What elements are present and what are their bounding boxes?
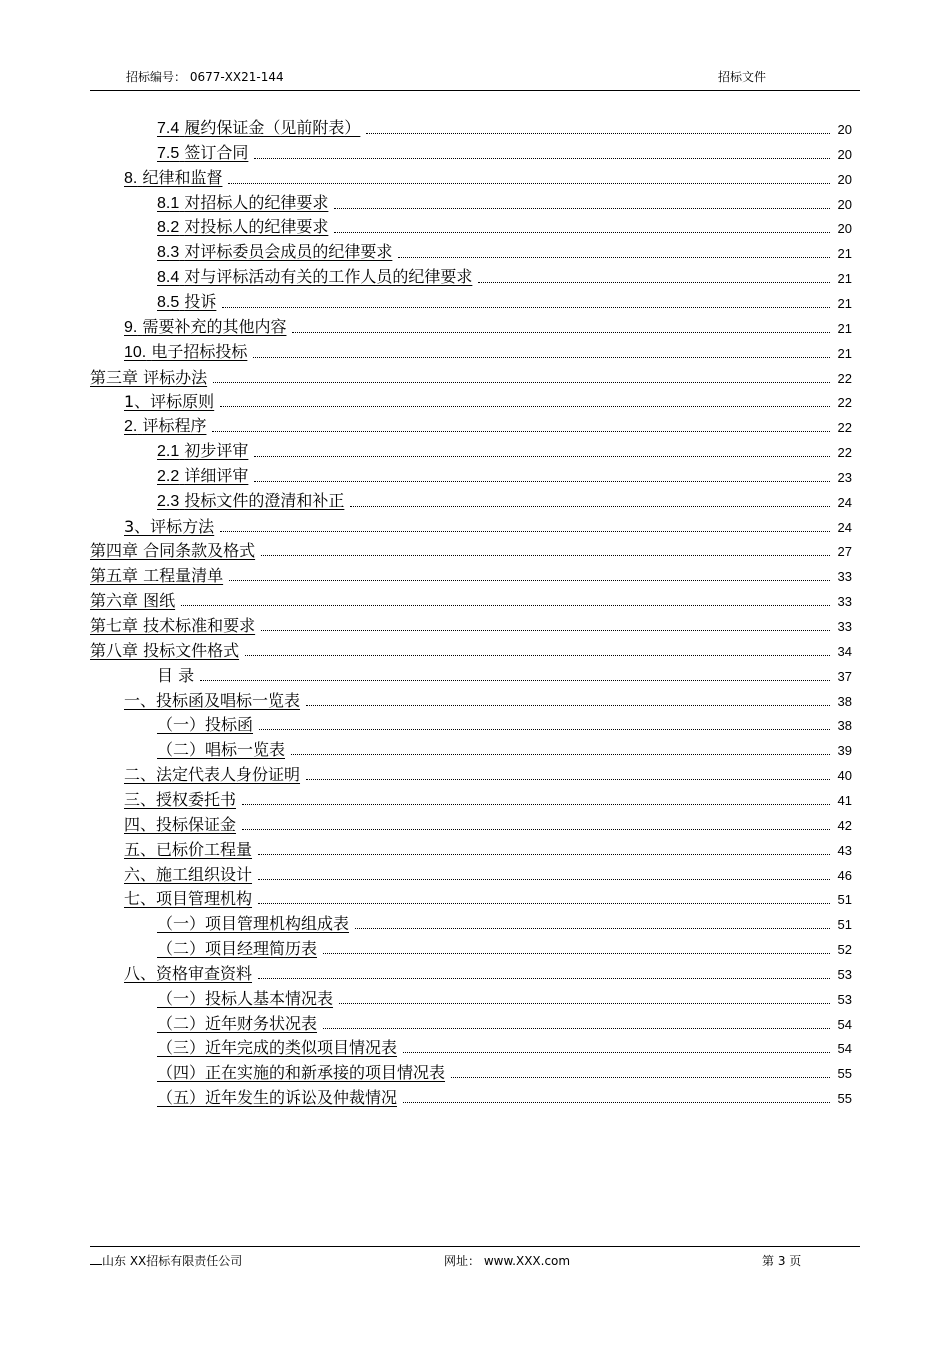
- toc-entry-title[interactable]: [124, 964, 252, 984]
- toc-page-number: 20: [837, 172, 852, 187]
- dot-leader: [200, 680, 830, 681]
- dot-leader: [254, 456, 830, 457]
- toc-entry[interactable]: [157, 1036, 852, 1058]
- toc-entry-text: 需要补充的其他内容: [142, 317, 287, 336]
- dot-leader: [261, 630, 830, 631]
- toc-entry[interactable]: [124, 838, 852, 860]
- toc-entry-title[interactable]: [90, 591, 175, 611]
- toc-entry-text: 一、投标函及唱标一览表: [124, 691, 301, 710]
- toc-entry-title[interactable]: [90, 368, 207, 388]
- toc-page-number: 22: [837, 445, 852, 460]
- toc-entry[interactable]: [124, 962, 852, 984]
- toc-entry-title[interactable]: [90, 566, 223, 586]
- dot-leader: [478, 282, 830, 283]
- dot-leader: [220, 531, 830, 532]
- dot-leader: [366, 133, 830, 134]
- toc-page-number: 22: [837, 420, 852, 435]
- toc-entry-number: 7.5: [157, 145, 180, 162]
- toc-page-number: 24: [837, 495, 852, 510]
- toc-entry-title[interactable]: [90, 616, 255, 636]
- toc-entry[interactable]: [157, 1012, 852, 1034]
- toc-page-number: 33: [837, 569, 852, 584]
- toc-entry-text: 八、资格审查资料: [124, 964, 253, 983]
- toc-entry-number: 8.2: [157, 219, 180, 236]
- toc-entry-title[interactable]: [124, 168, 222, 189]
- toc-entry-title[interactable]: [124, 790, 236, 810]
- toc-entry-number: 7.4: [157, 120, 180, 137]
- toc-entry-text: 初步评审: [184, 441, 249, 460]
- toc-page-number: 21: [837, 246, 852, 261]
- toc-entry[interactable]: [157, 117, 852, 139]
- toc-entry[interactable]: [124, 788, 852, 810]
- toc-entry-title[interactable]: [124, 342, 247, 363]
- dot-leader: [334, 208, 830, 209]
- dot-leader: [253, 357, 830, 358]
- dot-leader: [254, 158, 830, 159]
- dot-leader: [323, 953, 830, 954]
- toc-entry-text: 七、项目管理机构: [124, 889, 253, 908]
- toc-entry-text: （四）正在实施的和新承接的项目情况表: [157, 1063, 446, 1082]
- dot-leader: [323, 1028, 830, 1029]
- dot-leader: [220, 406, 830, 407]
- toc-entry-title[interactable]: [157, 143, 248, 164]
- toc-page-number: 33: [837, 619, 852, 634]
- toc-entry[interactable]: [157, 241, 852, 263]
- toc-entry-text: 三、授权委托书: [124, 790, 237, 809]
- toc-entry-title[interactable]: [124, 840, 252, 860]
- toc-page-number: 20: [837, 147, 852, 162]
- toc-page-number: 52: [837, 942, 852, 957]
- toc-entry-text: 第七章 技术标准和要求: [90, 616, 256, 635]
- toc-page-number: 53: [837, 967, 852, 982]
- toc-entry-text: 评标程序: [142, 416, 207, 435]
- toc-entry[interactable]: [157, 912, 852, 934]
- toc-entry-text: （二）项目经理简历表: [157, 939, 318, 958]
- toc-entry[interactable]: [157, 987, 852, 1009]
- footer-website: 网址： www.XXX.com: [444, 1254, 571, 1268]
- toc-page-number: 55: [837, 1091, 852, 1106]
- toc-entry[interactable]: [90, 614, 852, 636]
- toc-entry-text: 履约保证金（见前附表）: [184, 118, 361, 137]
- toc-entry[interactable]: [157, 937, 852, 959]
- toc-entry-number: 9.: [124, 319, 138, 336]
- dot-leader: [355, 928, 830, 929]
- toc-entry-number: 8.3: [157, 244, 180, 261]
- toc-entry[interactable]: [124, 813, 852, 835]
- dot-leader: [242, 829, 830, 830]
- toc-entry-title[interactable]: [124, 517, 214, 537]
- toc-entry-title[interactable]: [157, 441, 248, 462]
- toc-page-number: 46: [837, 868, 852, 883]
- toc-entry[interactable]: [90, 539, 852, 561]
- toc-entry-title[interactable]: [157, 715, 253, 735]
- toc-entry-title[interactable]: [124, 691, 300, 711]
- toc-entry[interactable]: [124, 316, 852, 338]
- toc-page-number: 39: [837, 743, 852, 758]
- toc-entry-title[interactable]: [124, 815, 236, 835]
- toc-entry-title[interactable]: [157, 118, 360, 139]
- dot-leader: [403, 1052, 830, 1053]
- toc-entry-text: 目 录: [157, 666, 195, 685]
- toc-page-number: 51: [837, 917, 852, 932]
- toc-entry-title[interactable]: [157, 217, 328, 238]
- toc-page-number: 34: [837, 644, 852, 659]
- toc-page-number: 53: [837, 992, 852, 1007]
- toc-entry-title[interactable]: [157, 267, 472, 288]
- toc-entry-title[interactable]: [157, 989, 333, 1009]
- dot-leader: [228, 183, 830, 184]
- toc-entry-title[interactable]: [124, 865, 252, 885]
- toc-entry-title[interactable]: [124, 392, 214, 412]
- toc-page-number: 20: [837, 197, 852, 212]
- toc-entry[interactable]: [157, 1086, 852, 1108]
- toc-entry-text: 第四章 合同条款及格式: [90, 541, 256, 560]
- toc-entry[interactable]: [124, 341, 852, 363]
- dot-leader: [306, 779, 830, 780]
- dot-leader: [350, 506, 830, 507]
- toc-entry-text: 第八章 投标文件格式: [90, 641, 240, 660]
- toc-page-number: 21: [837, 321, 852, 336]
- toc-entry-text: （二）近年财务状况表: [157, 1014, 318, 1033]
- dot-leader: [451, 1077, 830, 1078]
- toc-entry[interactable]: [157, 713, 852, 735]
- toc-entry-text: （三）近年完成的类似项目情况表: [157, 1038, 398, 1057]
- page-header: [90, 64, 860, 91]
- dot-leader: [339, 1003, 830, 1004]
- toc-entry-title[interactable]: [157, 1063, 445, 1083]
- dot-leader: [213, 382, 830, 383]
- dot-leader: [259, 729, 830, 730]
- toc-entry[interactable]: [157, 291, 852, 313]
- toc-entry-title[interactable]: [157, 193, 328, 214]
- dot-leader: [403, 1102, 830, 1103]
- toc-entry[interactable]: [90, 639, 852, 661]
- toc-entry-number: 2.: [124, 418, 138, 435]
- toc-entry-number: 8.1: [157, 195, 180, 212]
- toc-entry[interactable]: [90, 589, 852, 611]
- toc-page-number: 42: [837, 818, 852, 833]
- toc-page-number: 21: [837, 346, 852, 361]
- toc-entry-title[interactable]: [157, 740, 285, 760]
- toc-page-number: 21: [837, 296, 852, 311]
- toc-entry-text: 电子招标投标: [151, 342, 248, 361]
- toc-entry-title[interactable]: [124, 317, 286, 338]
- toc-entry-text: 投标文件的澄清和补正: [184, 491, 345, 510]
- dot-leader: [261, 555, 830, 556]
- toc-entry-title[interactable]: [124, 765, 300, 785]
- toc-entry[interactable]: [157, 738, 852, 760]
- toc-entry-text: （一）项目管理机构组成表: [157, 914, 350, 933]
- toc-entry-text: 对投标人的纪律要求: [184, 217, 329, 236]
- toc-entry-text: 四、投标保证金: [124, 815, 237, 834]
- toc-entry-text: 1、评标原则: [124, 392, 215, 411]
- toc-entry-text: 五、已标价工程量: [124, 840, 253, 859]
- dot-leader: [212, 431, 830, 432]
- toc-entry-title[interactable]: [157, 491, 344, 512]
- dot-leader: [258, 903, 830, 904]
- toc-page-number: 20: [837, 122, 852, 137]
- dot-leader: [229, 580, 830, 581]
- toc-page-number: 54: [837, 1017, 852, 1032]
- document-type: 招标文件: [718, 70, 767, 84]
- toc-entry[interactable]: [124, 863, 852, 885]
- toc-entry-title[interactable]: [157, 1088, 397, 1108]
- toc-entry-text: 投诉: [184, 292, 217, 311]
- toc-page-number: 40: [837, 768, 852, 783]
- toc-entry-text: （二）唱标一览表: [157, 740, 286, 759]
- bid-number: 招标编号： 0677-XX21-144: [126, 70, 284, 84]
- dot-leader: [245, 655, 830, 656]
- dot-leader: [254, 481, 830, 482]
- toc-entry-title[interactable]: [157, 292, 216, 313]
- toc-entry[interactable]: [90, 366, 852, 388]
- toc-entry-text: 3、评标方法: [124, 517, 215, 536]
- toc-entry-text: 二、法定代表人身份证明: [124, 765, 301, 784]
- toc-entry[interactable]: [157, 465, 852, 487]
- dot-leader: [181, 605, 830, 606]
- toc-entry-text: 第三章 评标办法: [90, 368, 208, 387]
- toc-entry-text: 六、施工组织设计: [124, 865, 253, 884]
- dot-leader: [258, 854, 830, 855]
- toc-entry[interactable]: [124, 689, 852, 711]
- toc-page-number: 22: [837, 395, 852, 410]
- toc-page-number: 24: [837, 520, 852, 535]
- toc-page-number: 21: [837, 271, 852, 286]
- toc-page-number: 33: [837, 594, 852, 609]
- toc-entry[interactable]: [124, 887, 852, 909]
- toc-page-number: 55: [837, 1066, 852, 1081]
- toc-page-number: 23: [837, 470, 852, 485]
- toc-entry-title[interactable]: [157, 1038, 397, 1058]
- dot-leader: [334, 232, 830, 233]
- toc-page-number: 37: [837, 669, 852, 684]
- toc-entry-text: （五）近年发生的诉讼及仲裁情况: [157, 1088, 398, 1107]
- toc-entry-text: 对评标委员会成员的纪律要求: [184, 242, 393, 261]
- toc-entry-text: 对招标人的纪律要求: [184, 193, 329, 212]
- toc-entry-title[interactable]: [157, 242, 392, 263]
- page-footer: [90, 1246, 860, 1277]
- dot-leader: [242, 804, 830, 805]
- toc-entry-number: 2.3: [157, 493, 180, 510]
- toc-page-number: 43: [837, 843, 852, 858]
- toc-entry-number: 10.: [124, 344, 147, 361]
- dot-leader: [398, 257, 830, 258]
- toc-entry-title[interactable]: [90, 641, 239, 661]
- toc-entry-text: 纪律和监督: [142, 168, 223, 187]
- toc-entry-text: （一）投标人基本情况表: [157, 989, 334, 1008]
- toc-page-number: 20: [837, 221, 852, 236]
- toc-entry-text: 详细评审: [184, 466, 249, 485]
- toc-entry-title[interactable]: [157, 666, 194, 686]
- toc-entry[interactable]: [90, 564, 852, 586]
- toc-entry-text: 签订合同: [184, 143, 249, 162]
- toc-page-number: 27: [837, 544, 852, 559]
- toc-page-number: 54: [837, 1041, 852, 1056]
- toc-entry-title[interactable]: [124, 889, 252, 909]
- toc-entry[interactable]: [157, 192, 852, 214]
- toc-entry-title[interactable]: [157, 1014, 317, 1034]
- toc-page-number: 38: [837, 694, 852, 709]
- dot-leader: [258, 978, 830, 979]
- dot-leader: [291, 754, 830, 755]
- toc-entry[interactable]: [157, 142, 852, 164]
- toc-entry[interactable]: [124, 390, 852, 412]
- toc-entry[interactable]: [124, 415, 852, 437]
- toc-entry-number: 2.2: [157, 468, 180, 485]
- footer-company: 山东 XX招标有限责任公司: [90, 1252, 242, 1269]
- toc-entry-number: 8.4: [157, 269, 180, 286]
- toc-entry-title[interactable]: [157, 939, 317, 959]
- toc-entry[interactable]: [157, 266, 852, 288]
- toc-page-number: 22: [837, 371, 852, 386]
- toc-entry-number: 8.5: [157, 294, 180, 311]
- toc-entry[interactable]: [157, 216, 852, 238]
- dot-leader: [306, 705, 830, 706]
- toc-entry-number: 8.: [124, 170, 138, 187]
- toc-entry[interactable]: [157, 440, 852, 462]
- toc-entry-text: 对与评标活动有关的工作人员的纪律要求: [184, 267, 473, 286]
- toc-entry[interactable]: [124, 763, 852, 785]
- toc-page-number: 38: [837, 718, 852, 733]
- footer-page-number: 第 3 页: [762, 1254, 802, 1268]
- toc-entry-title[interactable]: [90, 541, 255, 561]
- toc-entry-text: 第五章 工程量清单: [90, 566, 224, 585]
- dot-leader: [292, 332, 830, 333]
- toc-page-number: 51: [837, 892, 852, 907]
- toc-entry[interactable]: [124, 167, 852, 189]
- dot-leader: [258, 879, 830, 880]
- toc-entry-title[interactable]: [157, 914, 349, 934]
- toc-entry-text: 第六章 图纸: [90, 591, 176, 610]
- dot-leader: [222, 307, 830, 308]
- toc-entry-title[interactable]: [157, 466, 248, 487]
- toc-page-number: 41: [837, 793, 852, 808]
- toc-entry[interactable]: [157, 664, 852, 686]
- toc-entry[interactable]: [124, 515, 852, 537]
- toc-entry-text: （一）投标函: [157, 715, 254, 734]
- toc-entry-title[interactable]: [124, 416, 206, 437]
- toc-entry[interactable]: [157, 490, 852, 512]
- toc-entry[interactable]: [157, 1061, 852, 1083]
- toc-entry-number: 2.1: [157, 443, 180, 460]
